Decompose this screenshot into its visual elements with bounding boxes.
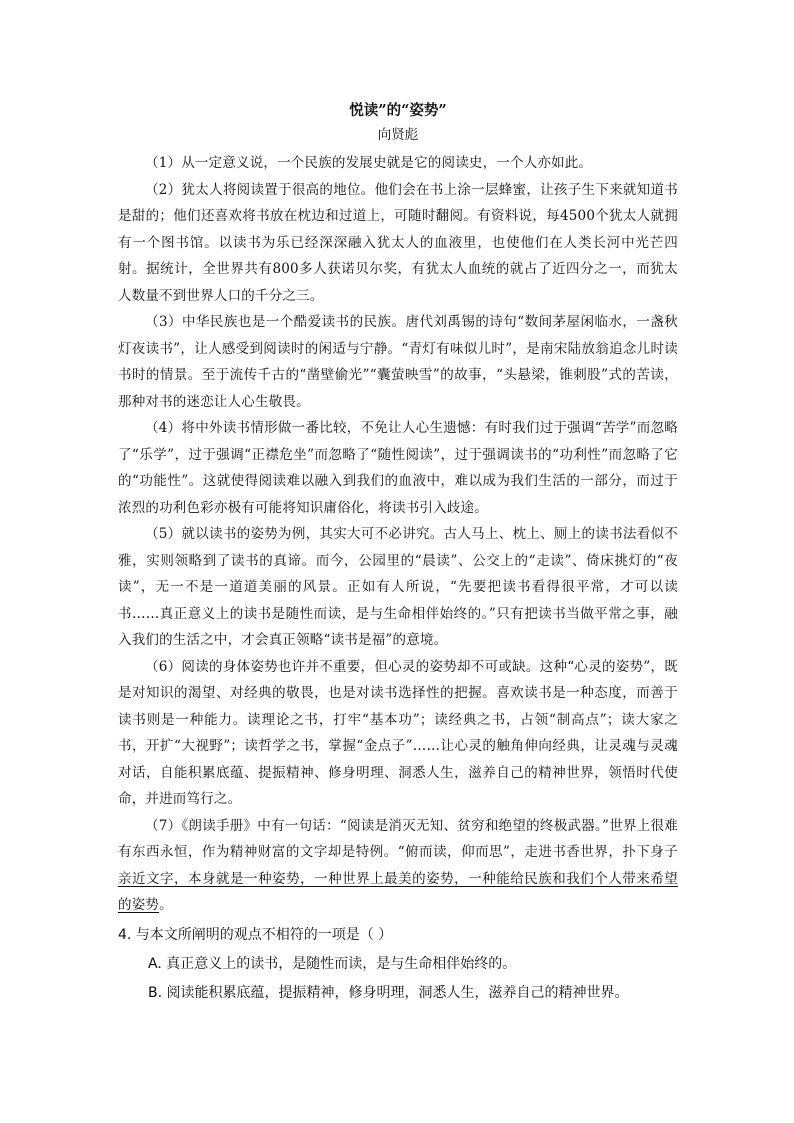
document-page — [118, 100, 678, 1008]
paragraph-7-underlined-text: 亲近文字，本身就是一种姿势，一种世界上最美的姿势，一种能给民族和我们个人带来希望的姿势 — [118, 870, 678, 913]
paragraph-7-ending: 。 — [159, 897, 173, 913]
article-author: 向贤彪 — [377, 127, 419, 143]
paragraph-4: （4）将中外读书情形做一番比较，不免让人心生遗憾：有时我们过于强调“苦学”而忽略了“乐学”，过于强调“正襟危坐”而忽略了“随性阅读”，过于强调读书的“功利性”而忽略了它的“功能性”。这就使得阅读难以融入到我们的血液中，难以成为我们生活的一部分，而过于浓烈的功利色彩亦极有可能将知识庸俗化，将读书引入歧途。 — [118, 420, 678, 516]
article-title: 悦读”的“姿势” — [349, 102, 447, 119]
paragraph-1: （1）从一定意义说，一个民族的发展史就是它的阅读史，一个人亦如此。 — [145, 155, 593, 171]
paragraph-3: （3）中华民族也是一个酷爱读书的民族。唐代刘禹锡的诗句“数间茅屋闲临水，一盏秋灯夜读书”，让人感受到阅读时的闲适与宁静。“青灯有味似儿时”，是南宋陆放翁追念儿时读书时的情景。至于流传千古的“凿壁偷光”“囊萤映雪”的故事，“头悬梁，锥刺股”式的苦读，那种对书的迷恋让人心生敬畏。 — [118, 314, 678, 410]
question-option-b: B. 阅读能积累底蕴，提振精神，修身明理，洞悉人生，滋养自己的精神世界。 — [148, 984, 629, 1001]
question-stem: 4. 与本文所阐明的观点不相符的一项是（ ） — [118, 926, 393, 943]
paragraph-6: （6）阅读的身体姿势也许并不重要，但心灵的姿势却不可或缺。这种“心灵的姿势”，既是对知识的渴望、对经典的敬畏，也是对读书选择性的把握。喜欢读书是一种态度，而善于读书则是一种能力。读理论之书，打牢“基本功”；读经典之书，占领“制高点”；读大家之书，开扩“大视野”；读哲学之书，掌握“金点子”……让心灵的触角伸向经典，让灵魂与灵魂对话，自能积累底蕴、提振精神、修身明理、洞悉人生，滋养自己的精神世界，领悟时代使命，并进而笃行之。 — [118, 658, 678, 807]
paragraph-7 — [118, 813, 678, 919]
paragraph-7-text: （7）《朗读手册》中有一句话：“阅读是消灭无知、贫穷和绝望的终极武器。”世界上很难有东西永恒，作为精神财富的文字却是特例。“俯而读，仰而思”，走进书香世界，扑下身子 — [118, 817, 678, 860]
paragraph-2: （2）犹太人将阅读置于很高的地位。他们会在书上涂一层蜂蜜，让孩子生下来就知道书是甜的；他们还喜欢将书放在枕边和过道上，可随时翻阅。有资料说，每4500个犹太人就拥有一个图书馆。以读书为乐已经深深融入犹太人的血液里，也使他们在人类长河中光芒四射。据统计，全世界共有800多人获诺贝尔奖，有犹太人血统的就占了近四分之一，而犹太人数量不到世界人口的千分之三。 — [118, 181, 678, 304]
question-block — [118, 921, 678, 1008]
question-option-a: A. 真正意义上的读书，是随性而读，是与生命相伴始终的。 — [148, 955, 517, 972]
paragraph-5: （5）就以读书的姿势为例，其实大可不必讲究。古人马上、枕上、厕上的读书法看似不雅，实则领略到了读书的真谛。而今，公园里的“晨读”、公交上的“走读”、倚床挑灯的“夜读”，无一不是一道道美丽的风景。正如有人所说，“先要把读书看得很平常，才可以读书……真正意义上的读书是随性而读，是与生命相伴始终的。”只有把读书当做平常之事，融入我们的生活之中，才会真正领略“读书是福”的意境。 — [118, 526, 678, 648]
